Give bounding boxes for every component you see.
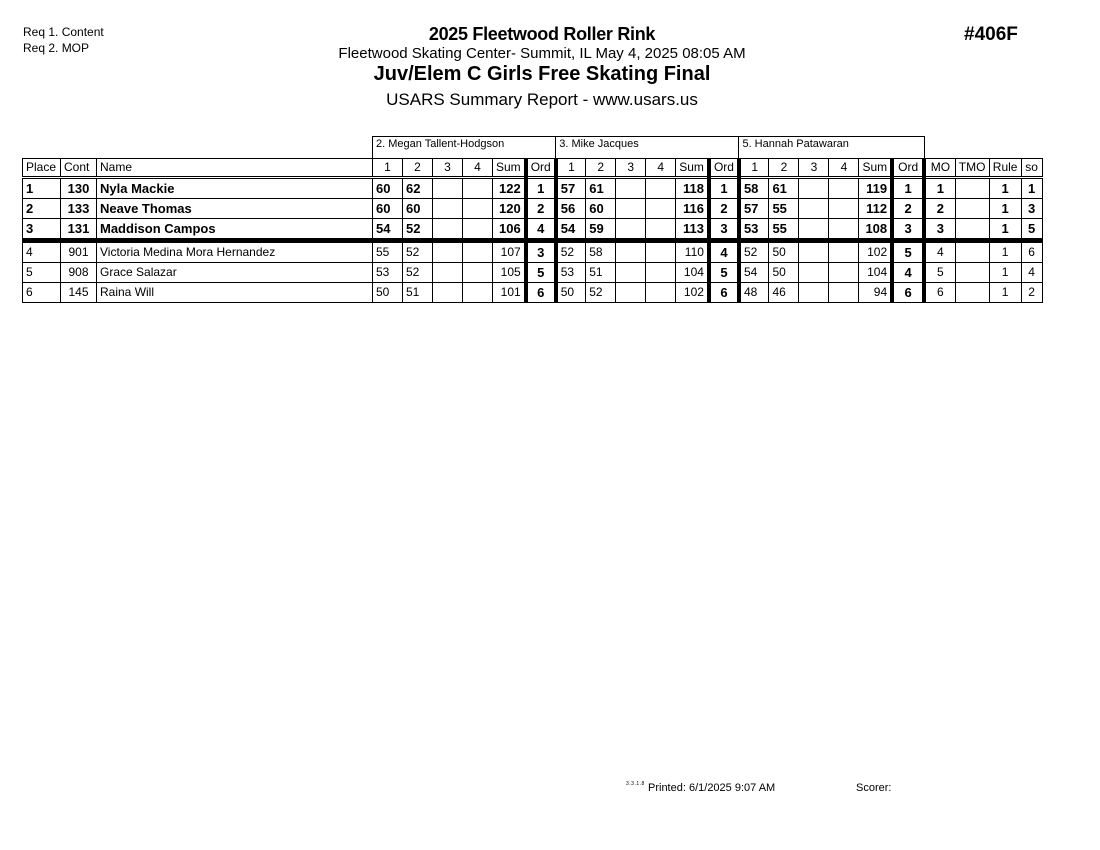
judge-2-score-s4 <box>646 199 676 219</box>
judge-1-score-s3 <box>433 241 463 263</box>
result-row <box>23 199 1043 219</box>
report-code: 3.3.1.8 <box>626 781 645 787</box>
so-cell: 1 <box>1021 178 1042 199</box>
judge-1-score-s4 <box>463 199 493 219</box>
cont-cell: 145 <box>61 283 97 303</box>
judge-3-sum: 108 <box>859 219 892 241</box>
judge-2-score-s4 <box>646 219 676 241</box>
mo-cell: 2 <box>924 199 955 219</box>
mo-cell: 1 <box>924 178 955 199</box>
judge-1-ordinal: 2 <box>526 199 556 219</box>
judge-3-score-s3 <box>799 283 829 303</box>
judge-3-score-s3 <box>799 199 829 219</box>
judge-1-ordinal: 1 <box>526 178 556 199</box>
col-judge-2-3: 3 <box>616 159 646 178</box>
judge-2-score-s4 <box>646 263 676 283</box>
col-tmo: TMO <box>955 159 989 178</box>
judge-3-name: 5. Hannah Patawaran <box>739 137 924 159</box>
mo-cell: 3 <box>924 219 955 241</box>
col-judge-3-1: 1 <box>739 159 769 178</box>
judge-3-sum: 119 <box>859 178 892 199</box>
col-judge-3-2: 2 <box>769 159 799 178</box>
requirement-1: Req 1. Content <box>23 25 104 39</box>
judge-2-score-s1: 54 <box>556 219 586 241</box>
judge-1-ordinal: 6 <box>526 283 556 303</box>
judge-3-score-s4 <box>829 263 859 283</box>
so-cell: 2 <box>1021 283 1042 303</box>
judge-3-sum: 104 <box>859 263 892 283</box>
judge-3-score-s3 <box>799 178 829 199</box>
judge-1-score-s2: 52 <box>403 263 433 283</box>
judge-2-name: 3. Mike Jacques <box>556 137 739 159</box>
judge-1-score-s3 <box>433 199 463 219</box>
col-name: Name <box>97 159 373 178</box>
judge-3-score-s3 <box>799 241 829 263</box>
col-judge-1-ord: Ord <box>526 159 556 178</box>
result-row <box>23 241 1043 263</box>
venue-date-line: Fleetwood Skating Center- Summit, IL May 4, 2025 08:05 AM <box>338 45 746 62</box>
column-header-row <box>23 159 1043 178</box>
judge-2-score-s2: 59 <box>586 219 616 241</box>
judge-2-sum: 110 <box>676 241 709 263</box>
skater-name: Victoria Medina Mora Hernandez <box>97 241 373 263</box>
cont-cell: 133 <box>61 199 97 219</box>
judge-2-sum: 102 <box>676 283 709 303</box>
judge-1-sum: 106 <box>493 219 526 241</box>
judge-2-score-s2: 60 <box>586 199 616 219</box>
judge-1-score-s4 <box>463 241 493 263</box>
judge-2-score-s2: 58 <box>586 241 616 263</box>
rule-cell: 1 <box>989 283 1021 303</box>
so-cell: 4 <box>1021 263 1042 283</box>
cont-cell: 130 <box>61 178 97 199</box>
judge-3-score-s1: 58 <box>739 178 769 199</box>
result-row <box>23 263 1043 283</box>
judge-1-score-s2: 51 <box>403 283 433 303</box>
judge-3-ordinal: 6 <box>892 283 924 303</box>
judge-3-score-s2: 61 <box>769 178 799 199</box>
judge-1-score-s2: 52 <box>403 241 433 263</box>
judge-2-score-s4 <box>646 241 676 263</box>
tmo-cell <box>955 263 989 283</box>
judge-1-score-s3 <box>433 219 463 241</box>
judge-1-score-s4 <box>463 178 493 199</box>
judge-3-score-s3 <box>799 263 829 283</box>
rule-cell: 1 <box>989 219 1021 241</box>
judge-1-score-s4 <box>463 283 493 303</box>
scorer-label: Scorer: <box>856 782 892 794</box>
col-judge-3-3: 3 <box>799 159 829 178</box>
col-judge-2-sum: Sum <box>676 159 709 178</box>
judge-1-score-s2: 60 <box>403 199 433 219</box>
rule-cell: 1 <box>989 199 1021 219</box>
judge-3-score-s4 <box>829 241 859 263</box>
judge-2-score-s1: 57 <box>556 178 586 199</box>
judge-1-sum: 105 <box>493 263 526 283</box>
competition-title: 2025 Fleetwood Roller Rink <box>428 24 656 44</box>
place-cell: 1 <box>23 178 61 199</box>
judge-2-score-s1: 53 <box>556 263 586 283</box>
judge-2-score-s3 <box>616 219 646 241</box>
event-title: Juv/Elem C Girls Free Skating Final <box>373 63 711 85</box>
tmo-cell <box>955 283 989 303</box>
judge-2-score-s3 <box>616 199 646 219</box>
judge-1-score-s1: 60 <box>373 178 403 199</box>
judge-3-score-s1: 54 <box>739 263 769 283</box>
judge-2-ordinal: 2 <box>709 199 739 219</box>
event-number: #406F <box>964 24 1018 45</box>
skater-name: Grace Salazar <box>97 263 373 283</box>
judge-1-score-s3 <box>433 178 463 199</box>
judge-2-ordinal: 6 <box>709 283 739 303</box>
judge-2-ordinal: 5 <box>709 263 739 283</box>
col-judge-1-1: 1 <box>373 159 403 178</box>
tmo-cell <box>955 241 989 263</box>
judge-2-score-s3 <box>616 241 646 263</box>
judge-1-score-s3 <box>433 263 463 283</box>
judge-3-score-s3 <box>799 219 829 241</box>
col-judge-2-2: 2 <box>586 159 616 178</box>
judge-1-sum: 107 <box>493 241 526 263</box>
judge-3-score-s2: 46 <box>769 283 799 303</box>
col-mo: MO <box>924 159 955 178</box>
judge-2-score-s2: 61 <box>586 178 616 199</box>
judge-3-ordinal: 4 <box>892 263 924 283</box>
col-judge-3-4: 4 <box>829 159 859 178</box>
judge-1-ordinal: 3 <box>526 241 556 263</box>
col-so: so <box>1021 159 1042 178</box>
judge-1-score-s1: 53 <box>373 263 403 283</box>
col-judge-1-4: 4 <box>463 159 493 178</box>
cont-cell: 131 <box>61 219 97 241</box>
judge-3-ordinal: 1 <box>892 178 924 199</box>
col-judge-2-1: 1 <box>556 159 586 178</box>
judge-2-ordinal: 4 <box>709 241 739 263</box>
judge-1-score-s3 <box>433 283 463 303</box>
judge-header-row <box>23 137 1043 159</box>
place-cell: 6 <box>23 283 61 303</box>
judge-2-sum: 113 <box>676 219 709 241</box>
judge-3-sum: 112 <box>859 199 892 219</box>
result-row <box>23 178 1043 199</box>
judge-2-score-s2: 51 <box>586 263 616 283</box>
judge-3-score-s1: 53 <box>739 219 769 241</box>
judge-1-score-s2: 52 <box>403 219 433 241</box>
judge-2-score-s3 <box>616 263 646 283</box>
col-rule: Rule <box>989 159 1021 178</box>
judge-3-ordinal: 3 <box>892 219 924 241</box>
judge-1-score-s1: 60 <box>373 199 403 219</box>
judge-3-sum: 102 <box>859 241 892 263</box>
printed-timestamp: Printed: 6/1/2025 9:07 AM <box>648 782 776 794</box>
so-cell: 6 <box>1021 241 1042 263</box>
judge-2-score-s3 <box>616 178 646 199</box>
judge-2-sum: 104 <box>676 263 709 283</box>
judge-3-score-s4 <box>829 219 859 241</box>
place-cell: 3 <box>23 219 61 241</box>
judge-2-ordinal: 3 <box>709 219 739 241</box>
judge-3-score-s2: 55 <box>769 219 799 241</box>
judge-1-score-s4 <box>463 219 493 241</box>
place-cell: 2 <box>23 199 61 219</box>
place-cell: 4 <box>23 241 61 263</box>
judge-1-name: 2. Megan Tallent-Hodgson <box>373 137 556 159</box>
skater-name: Raina Will <box>97 283 373 303</box>
judge-2-score-s1: 56 <box>556 199 586 219</box>
col-judge-2-4: 4 <box>646 159 676 178</box>
judge-3-score-s4 <box>829 199 859 219</box>
col-judge-3-ord: Ord <box>892 159 924 178</box>
cont-cell: 901 <box>61 241 97 263</box>
judge-3-ordinal: 5 <box>892 241 924 263</box>
report-subtitle: USARS Summary Report - www.usars.us <box>386 90 698 109</box>
judge-1-sum: 122 <box>493 178 526 199</box>
judge-3-score-s1: 52 <box>739 241 769 263</box>
tmo-cell <box>955 199 989 219</box>
col-place: Place <box>23 159 61 178</box>
judge-3-score-s4 <box>829 178 859 199</box>
so-cell: 3 <box>1021 199 1042 219</box>
judge-3-score-s4 <box>829 283 859 303</box>
mo-cell: 5 <box>924 263 955 283</box>
result-row <box>23 219 1043 241</box>
tmo-cell <box>955 178 989 199</box>
judge-2-score-s2: 52 <box>586 283 616 303</box>
judge-3-score-s2: 50 <box>769 263 799 283</box>
judge-2-score-s3 <box>616 283 646 303</box>
mo-cell: 4 <box>924 241 955 263</box>
judge-1-score-s1: 55 <box>373 241 403 263</box>
cont-cell: 908 <box>61 263 97 283</box>
judge-1-ordinal: 5 <box>526 263 556 283</box>
col-judge-2-ord: Ord <box>709 159 739 178</box>
result-row <box>23 283 1043 303</box>
judge-2-score-s1: 52 <box>556 241 586 263</box>
col-judge-1-3: 3 <box>433 159 463 178</box>
judge-3-score-s2: 55 <box>769 199 799 219</box>
rule-cell: 1 <box>989 241 1021 263</box>
judge-2-sum: 116 <box>676 199 709 219</box>
judge-2-score-s1: 50 <box>556 283 586 303</box>
skater-name: Maddison Campos <box>97 219 373 241</box>
judge-2-score-s4 <box>646 178 676 199</box>
skater-name: Neave Thomas <box>97 199 373 219</box>
judge-3-ordinal: 2 <box>892 199 924 219</box>
judge-2-sum: 118 <box>676 178 709 199</box>
judge-3-sum: 94 <box>859 283 892 303</box>
judge-3-score-s1: 57 <box>739 199 769 219</box>
mo-cell: 6 <box>924 283 955 303</box>
rule-cell: 1 <box>989 263 1021 283</box>
judge-1-score-s2: 62 <box>403 178 433 199</box>
judge-3-score-s2: 50 <box>769 241 799 263</box>
results-table <box>22 136 1043 303</box>
judge-1-sum: 120 <box>493 199 526 219</box>
skater-name: Nyla Mackie <box>97 178 373 199</box>
judge-1-score-s1: 54 <box>373 219 403 241</box>
rule-cell: 1 <box>989 178 1021 199</box>
col-cont: Cont <box>61 159 97 178</box>
judge-1-score-s1: 50 <box>373 283 403 303</box>
col-judge-3-sum: Sum <box>859 159 892 178</box>
col-judge-1-sum: Sum <box>493 159 526 178</box>
tmo-cell <box>955 219 989 241</box>
place-cell: 5 <box>23 263 61 283</box>
col-judge-1-2: 2 <box>403 159 433 178</box>
judge-3-score-s1: 48 <box>739 283 769 303</box>
judge-2-score-s4 <box>646 283 676 303</box>
judge-1-sum: 101 <box>493 283 526 303</box>
judge-1-score-s4 <box>463 263 493 283</box>
requirement-2: Req 2. MOP <box>23 41 90 55</box>
so-cell: 5 <box>1021 219 1042 241</box>
judge-1-ordinal: 4 <box>526 219 556 241</box>
judge-2-ordinal: 1 <box>709 178 739 199</box>
